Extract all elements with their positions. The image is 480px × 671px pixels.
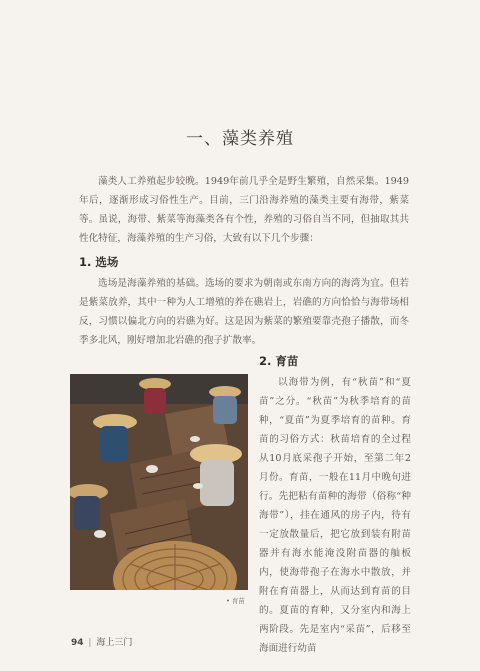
subsection-heading-seedling: 2. 育苗 (259, 354, 299, 368)
page-footer (71, 635, 132, 648)
photo-caption: • 育苗 (226, 597, 245, 605)
book-title: 海上三门 (96, 638, 133, 648)
intro-paragraph: 藻类人工养殖起步较晚。1949年前几乎全是野生繁殖，自然采集。1949年后，逐渐形成习俗性生产。目前，三门沿海养殖的藻类主要有海带，紫菜等。虽说，海带、紫菜等海藻类各有个性，养殖的习俗自当不同，但抽取其共性化特征，海藻养殖的生产习俗，大致有以下几个步骤： (79, 176, 409, 244)
subsection-heading-site-selection: 1. 选场 (79, 255, 119, 269)
seedling-workers-photo (70, 374, 248, 590)
section-title: 一、藻类养殖 (186, 129, 294, 149)
page-number: 94 (71, 638, 84, 648)
site-selection-paragraph: 选场是海藻养殖的基础。选场的要求为朝南或东南方向的海湾为宜。但若是紫菜放养，其中一种为人工增殖的养在礁岩上，岩礁的方向恰恰与海带场相反，习惯以偏北方向的岩礁为好。这是因为紫菜的繁殖要靠壳孢子播散，而冬季多北风，刚好增加北岩礁的孢子扩散率。 (79, 278, 409, 346)
footer-separator: | (88, 638, 92, 648)
seedling-paragraph: 以海带为例，有“秋苗”和“夏苗”之分。“秋苗”为秋季培育的苗种，“夏苗”为夏季培育的苗种。育苗的习俗方式：秋苗培育的全过程从10月底采孢子开始，至第二年2月份。育苗，一般在11月中晚旬进行。先把粘有苗种的海带（俗称“种海带”），挂在通风的房子内，待有一定放散量后，把它放到装有附苗器并有海水能淹没附苗器的舢板内，使海带孢子在海水中散放，并附在育苗器上，从而达到育苗的目的。夏苗的育种，又分室内和海上两阶段。先是室内“采苗”，后移至海面进行幼苗 (259, 377, 411, 654)
